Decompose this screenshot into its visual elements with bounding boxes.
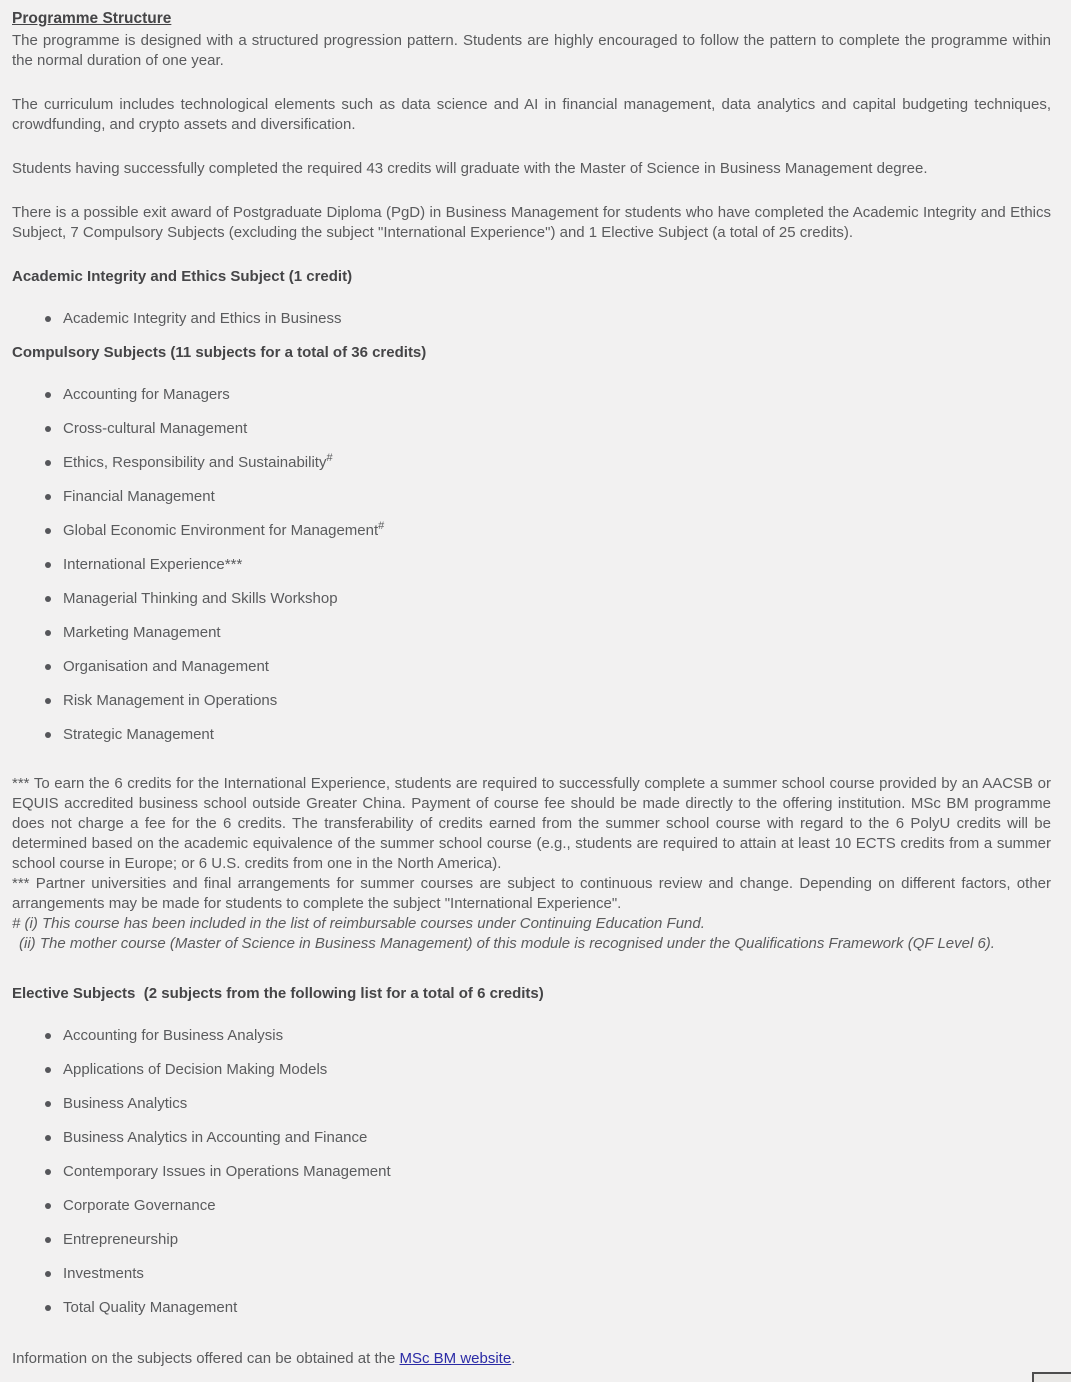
subject-label: Strategic Management <box>63 726 214 743</box>
footnote-international-experience-1: *** To earn the 6 credits for the International Experience, students are required to successfully complete a summer school course provided by an AACSB or EQUIS accredited business school outside Greater China. Payment of course fee should be made directly to the offering institution. MSc BM programme does not charge a fee for the 6 credits. The transferability of credits earned from the summer school course with regard to the 6 PolyU credits will be determined based on the academic equivalence of the summer school course (e.g., students are required to attain at least 10 ECTS credits from a summer school course in Europe; or 6 U.S. credits from one in the North America). <box>12 775 1051 872</box>
academic-integrity-heading: Academic Integrity and Ethics Subject (1 credit) <box>12 268 353 285</box>
list-item: Academic Integrity and Ethics in Business <box>63 309 1051 329</box>
list-item: Corporate Governance <box>63 1196 1051 1216</box>
subject-superscript: # <box>378 520 385 532</box>
list-item <box>63 521 1051 541</box>
list-item <box>63 725 1051 745</box>
list-item <box>63 385 1051 405</box>
list-item <box>63 691 1051 711</box>
list-item: Accounting for Business Analysis <box>63 1026 1051 1046</box>
elective-subject-list <box>12 1026 1051 1318</box>
bottom-right-cutoff-widget[interactable] <box>1032 1372 1071 1382</box>
subject-label: International Experience*** <box>63 556 243 573</box>
closing-text-after: . <box>511 1350 516 1367</box>
list-item: Business Analytics in Accounting and Finance <box>63 1128 1051 1148</box>
list-item: Total Quality Management <box>63 1298 1051 1318</box>
academic-subject-list <box>12 309 1051 329</box>
list-item <box>63 487 1051 507</box>
subject-label: Financial Management <box>63 488 215 505</box>
list-item <box>63 657 1051 677</box>
list-item: Investments <box>63 1264 1051 1284</box>
intro-paragraph-1: The programme is designed with a structured progression pattern. Students are highly encouraged to follow the pattern to complete the programme within the normal duration of one year. <box>12 32 1051 69</box>
subject-label: Cross-cultural Management <box>63 420 248 437</box>
list-item <box>63 453 1051 473</box>
subject-label: Global Economic Environment for Management <box>63 522 379 539</box>
footnote-international-experience-2: *** Partner universities and final arrangements for summer courses are subject to continuous review and change. Depending on different factors, other arrangements may be made for students to complete the subject "International Experience". <box>12 875 1051 912</box>
list-item <box>63 589 1051 609</box>
list-item: Contemporary Issues in Operations Management <box>63 1162 1051 1182</box>
intro-paragraph-2: The curriculum includes technological elements such as data science and AI in financial management, data analytics and capital budgeting techniques, crowdfunding, and crypto assets and diversification. <box>12 96 1051 133</box>
footnotes-block <box>12 774 1051 954</box>
compulsory-subject-list <box>12 385 1051 745</box>
list-item: Applications of Decision Making Models <box>63 1060 1051 1080</box>
subject-label: Marketing Management <box>63 624 221 641</box>
footnote-cef: # (i) This course has been included in the list of reimbursable courses under Continuing Education Fund. <box>12 915 705 932</box>
subject-label: Organisation and Management <box>63 658 269 675</box>
intro-paragraph-3: Students having successfully completed the required 43 credits will graduate with the Master of Science in Business Management degree. <box>12 160 928 177</box>
subject-label: Managerial Thinking and Skills Workshop <box>63 590 338 607</box>
page-title: Programme Structure <box>12 10 172 27</box>
msc-bm-website-link[interactable]: MSc BM website <box>399 1350 512 1367</box>
list-item <box>63 555 1051 575</box>
closing-text-before: Information on the subjects offered can be obtained at the <box>12 1350 400 1367</box>
list-item: Entrepreneurship <box>63 1230 1051 1250</box>
subject-label: Ethics, Responsibility and Sustainability <box>63 454 327 471</box>
intro-paragraph-4: There is a possible exit award of Postgraduate Diploma (PgD) in Business Management for students who have completed the Academic Integrity and Ethics Subject, 7 Compulsory Subjects (excluding the subject "International Experience") and 1 Elective Subject (a total of 25 credits). <box>12 204 1051 241</box>
list-item: Business Analytics <box>63 1094 1051 1114</box>
footnote-qf-level: (ii) The mother course (Master of Science in Business Management) of this module is recognised under the Qualifications Framework (QF Level 6). <box>19 935 995 952</box>
compulsory-subjects-heading: Compulsory Subjects (11 subjects for a total of 36 credits) <box>12 344 427 361</box>
list-item <box>63 419 1051 439</box>
subject-label: Accounting for Managers <box>63 386 230 403</box>
elective-subjects-heading: Elective Subjects (2 subjects from the following list for a total of 6 credits) <box>12 985 544 1002</box>
subject-superscript: # <box>326 452 333 464</box>
subject-label: Risk Management in Operations <box>63 692 278 709</box>
list-item <box>63 623 1051 643</box>
closing-info-line <box>12 1349 1051 1369</box>
